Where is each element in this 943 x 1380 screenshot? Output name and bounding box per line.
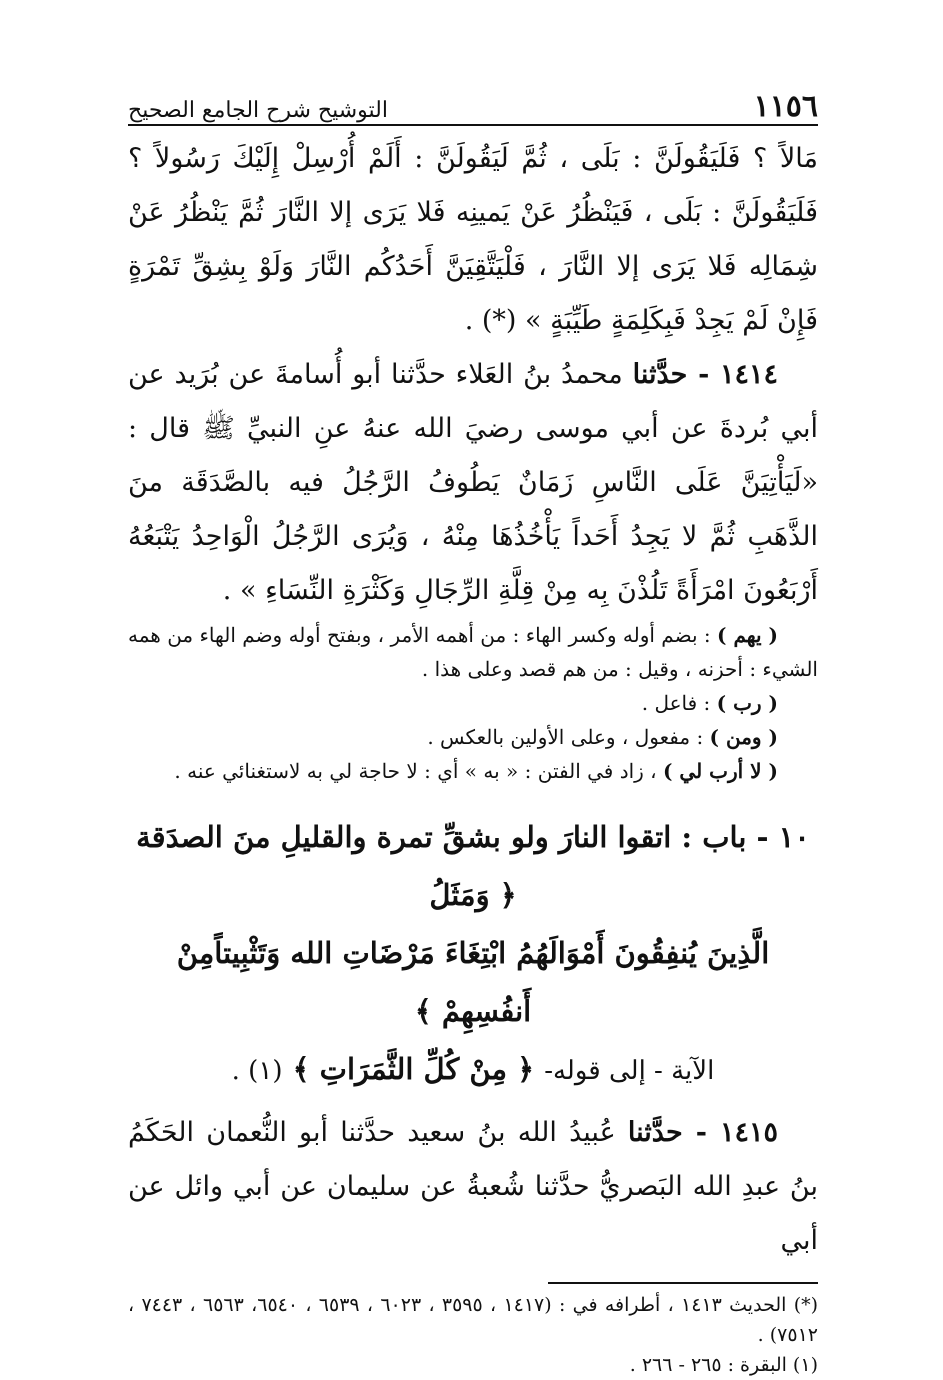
footnote-marker: (١) .: [231, 1056, 283, 1086]
footnote-star: (*) الحديث ١٤١٣ ، أطرافه في : (١٤١٧ ، ٣٥٩٥ ، ٦٠٢٣ ، ٦٥٣٩ ، ٦٥٤٠، ٦٥٦٣ ، ٧٤٤٣ ، ٧٥١٢) .: [128, 1294, 819, 1346]
running-title: التوشيح شرح الجامع الصحيح: [128, 98, 388, 123]
commentary-text: : فاعل .: [641, 691, 711, 715]
commentary-text: : بضم أوله وكسر الهاء : من أهمه الأمر ، وبفتح أوله وضم الهاء من همه الشيء : أحزنه ، وقيل : من هم قصد وعلى هذا .: [128, 623, 818, 681]
chapter-heading-line: [128, 1040, 818, 1100]
commentary-note-waman: [128, 720, 818, 754]
hadith-1413-continuation: مَالاً ؟ فَلَيَقُولَنَّ : بَلَى ، ثُمَّ لَيَقُولَنَّ : أَلَمْ أُرْسِلْ إِلَيْكَ رَسُولاً ؟ فَلَيَقُولَنَّ : بَلَى ، فَيَنْظُرُ عَنْ يَمينِه فَلا يَرَى إلا النَّارَ ثُمَّ يَنْظُرُ عَنْ شِمَالِه فَلا يَرَى إلا النَّارَ ، فَلْيَتَّقِيَنَّ أَحَدُكُم النَّارَ وَلَوْ بِشِقِّ تَمْرَةٍ فَإِنْ لَمْ يَجِدْ فَبِكَلِمَةٍ طَيِّبَةٍ » (*) .: [128, 143, 819, 336]
book-page: [128, 78, 819, 1376]
page-header: [128, 78, 818, 126]
footnote-1: (١) البقرة : ٢٦٥ - ٢٦٦ .: [629, 1354, 818, 1376]
commentary-term: ( يهم ): [717, 623, 778, 647]
chapter-heading-line: الَّذِينَ يُنفِقُونَ أَمْوَالَهُمُ ابْتِغَاءَ مَرْضَاتِ الله وَتَثْبِيتاًمِنْ أَنفُسِهِمْ ﴾: [176, 936, 770, 1028]
commentary-term: ( ومن ): [709, 725, 778, 749]
commentary-note-rabb: [128, 686, 818, 720]
commentary-note-la-arab: [128, 754, 818, 788]
commentary-term: ( رب ): [716, 691, 778, 715]
commentary-term: ( لا أرب لي ): [663, 759, 778, 783]
commentary-text: : مفعول ، وعلى الأولين بالعكس .: [427, 725, 704, 749]
chapter-heading-aya-ref: الآية - إلى قوله-: [544, 1056, 715, 1086]
chapter-heading-line: ١٠ - باب : اتقوا النارَ ولو بشقِّ تمرة والقليلِ منَ الصدَقة ﴿ وَمَثَلُ: [136, 820, 810, 912]
footnote-separator: [548, 1282, 818, 1284]
commentary-note-yahum: [128, 618, 818, 686]
chapter-heading: [128, 808, 818, 1100]
hadith-1414-text: محمدُ بنُ العَلاء حدَّثنا أبو أُسامةَ عن بُرَيد عن أبي بُردةَ عن أبي موسى رضيَ الله عنهُ عنِ النبيِّ ﷺ قال : «لَيَأْتِيَنَّ عَلَى النَّاسِ زَمَانٌ يَطُوفُ الرَّجُلُ فيه بالصَّدَقَة منَ الذَّهَبِ ثُمَّ لا يَجِدُ أَحَداً يَأْخُذُهَا مِنْهُ ، وَيُرَى الرَّجُلُ الْوَاحِدُ يَتْبَعُهُ أَرْبَعُونَ امْرَأَةً تَلُذْنَ بِه مِنْ قِلَّةِ الرِّجَالِ وَكَثْرَةِ النِّسَاءِ » .: [128, 359, 818, 606]
page-number: ١١٥٦: [753, 89, 818, 124]
hadith-1415-text: عُبيدُ الله بنُ سعيد حدَّثنا أبو النُّعمان الحَكَمُ بنُ عبدِ الله البَصريُّ حدَّثنا شُعبةُ عن سليمان عن أبي وائل عن أبي: [128, 1117, 818, 1256]
hadith-1414: [128, 348, 818, 618]
chapter-heading-quran: ﴿ مِنْ كُلِّ الثَّمَرَاتِ ﴾: [292, 1052, 535, 1086]
hadith-1415: [128, 1106, 818, 1268]
hadith-number-1415: ١٤١٥ - حدَّثنا: [627, 1117, 778, 1148]
commentary-text: ، زاد في الفتن : « به » أي : لا حاجة لي به لاستغنائي عنه .: [174, 759, 657, 783]
hadith-number-1414: ١٤١٤ - حدَّثنا: [632, 359, 778, 390]
